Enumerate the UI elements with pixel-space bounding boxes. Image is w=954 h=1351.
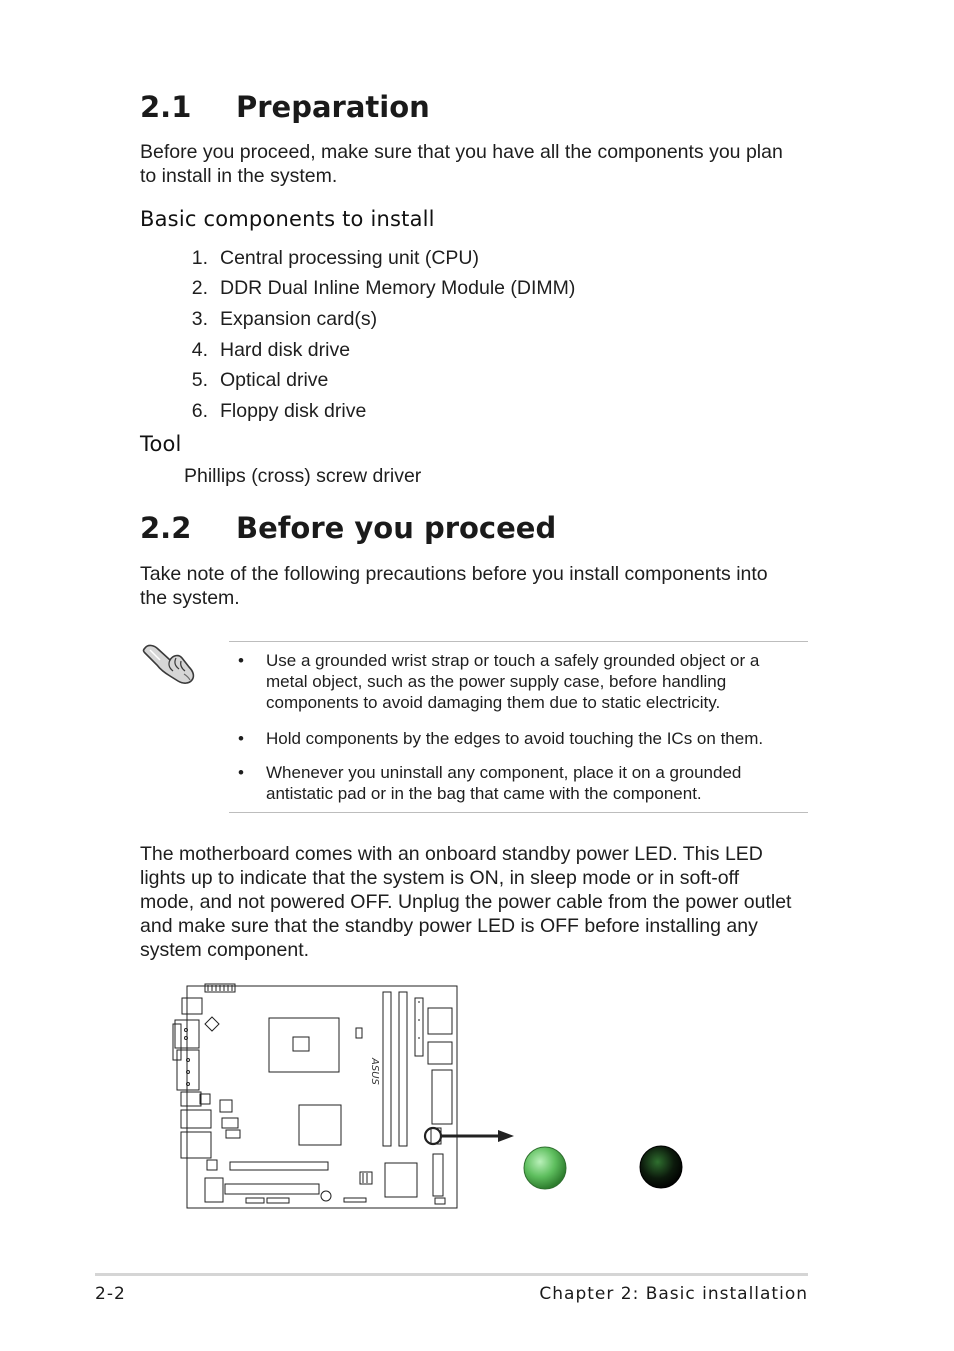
section-title: Before you proceed [236,511,557,545]
tool-item: Phillips (cross) screw driver [184,465,422,487]
motherboard-diagram [170,980,730,1212]
section-heading-preparation [140,90,640,126]
led-off-indicator [640,1146,682,1188]
section-number: 2.2 [140,511,192,545]
footer-rule [95,1273,808,1276]
components-heading: Basic components to install [140,207,435,231]
hand-pointer-icon [140,640,200,686]
board-logo: ASUS [369,1058,380,1085]
preparation-intro: Before you proceed, make sure that you have all the components you plan to install in the system. [140,141,783,187]
tool-heading: Tool [140,432,182,456]
note-bottom-rule [229,812,808,813]
chapter-title: Chapter 2: Basic installation [539,1284,808,1304]
section-heading-before-you-proceed [140,511,700,547]
led-on-indicator [524,1147,566,1189]
proceed-intro: Take note of the following precautions before you install components into the system. [140,563,768,609]
page-number: 2-2 [95,1284,126,1304]
section-number: 2.1 [140,90,192,124]
section-title: Preparation [236,90,430,124]
standby-led-paragraph: The motherboard comes with an onboard standby power LED. This LED lights up to indicate that the system is ON, in sleep mode or in soft-off mode, and not powered OFF. Unplug the power cable from the power outlet and make sure that the standby power LED is OFF before installing any system component. [140,843,792,961]
note-top-rule [229,641,808,642]
svg-text:ASUS [369,1057,380,1086]
